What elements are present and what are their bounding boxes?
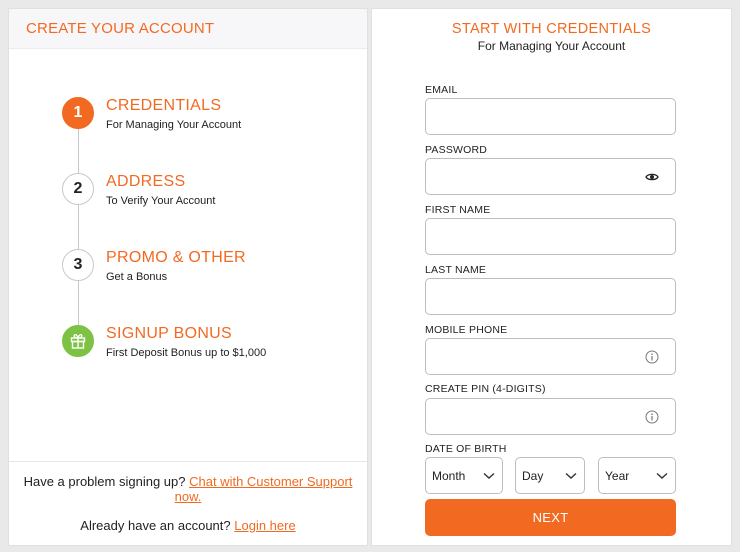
step-credentials — [62, 97, 362, 147]
first-name-input[interactable] — [426, 219, 675, 254]
dob-year-value: Year — [605, 469, 630, 483]
problem-text: Have a problem signing up? — [23, 474, 186, 489]
chat-support-link[interactable]: Chat with Customer Support now. — [174, 474, 353, 504]
first-name-field[interactable] — [425, 218, 676, 255]
email-field[interactable] — [425, 98, 676, 135]
pin-label: CREATE PIN (4-DIGITS) — [425, 383, 546, 395]
dob-day-value: Day — [522, 469, 544, 483]
email-input[interactable] — [426, 99, 675, 134]
help-footer — [9, 461, 367, 545]
dob-label: DATE OF BIRTH — [425, 443, 507, 455]
step-connector-line — [78, 117, 79, 339]
step-subtitle: For Managing Your Account — [106, 119, 242, 131]
login-text — [9, 518, 367, 533]
step-address — [62, 173, 362, 223]
first-name-label: FIRST NAME — [425, 204, 491, 216]
password-input[interactable] — [426, 159, 675, 194]
password-label: PASSWORD — [425, 144, 488, 156]
step-number-badge: 3 — [62, 249, 94, 281]
email-label: EMAIL — [425, 84, 458, 96]
dob-month-select[interactable] — [425, 457, 503, 494]
step-signup-bonus — [62, 325, 362, 375]
credentials-form — [371, 8, 732, 546]
eye-icon[interactable] — [645, 170, 659, 184]
mobile-phone-label: MOBILE PHONE — [425, 324, 508, 336]
form-title: START WITH CREDENTIALS — [451, 21, 652, 37]
step-promo — [62, 249, 362, 299]
password-field[interactable] — [425, 158, 676, 195]
pin-input[interactable] — [426, 399, 675, 434]
step-title: ADDRESS — [106, 173, 186, 190]
last-name-input[interactable] — [426, 279, 675, 314]
mobile-phone-input[interactable] — [426, 339, 675, 374]
step-list — [9, 49, 367, 461]
last-name-field[interactable] — [425, 278, 676, 315]
mobile-phone-field[interactable] — [425, 338, 676, 375]
chevron-down-icon — [656, 472, 668, 480]
step-subtitle: Get a Bonus — [106, 271, 168, 283]
step-subtitle: First Deposit Bonus up to $1,000 — [106, 347, 267, 359]
step-title: SIGNUP BONUS — [106, 325, 232, 342]
steps-panel — [8, 8, 368, 546]
info-icon[interactable] — [645, 410, 659, 424]
step-title: PROMO & OTHER — [106, 249, 246, 266]
account-text: Already have an account? — [80, 518, 231, 533]
next-button[interactable]: NEXT — [425, 499, 676, 536]
gift-icon — [62, 325, 94, 357]
chevron-down-icon — [565, 472, 577, 480]
pin-field[interactable] — [425, 398, 676, 435]
step-title: CREDENTIALS — [106, 97, 222, 114]
create-account-header: CREATE YOUR ACCOUNT — [9, 9, 367, 49]
step-number-badge: 2 — [62, 173, 94, 205]
support-text — [9, 474, 367, 504]
dob-year-select[interactable] — [598, 457, 676, 494]
chevron-down-icon — [483, 472, 495, 480]
last-name-label: LAST NAME — [425, 264, 487, 276]
step-number-badge: 1 — [62, 97, 94, 129]
login-link[interactable]: Login here — [234, 518, 296, 533]
dob-day-select[interactable] — [515, 457, 585, 494]
step-subtitle: To Verify Your Account — [106, 195, 216, 207]
info-icon[interactable] — [645, 350, 659, 364]
dob-month-value: Month — [432, 469, 466, 483]
form-subtitle: For Managing Your Account — [477, 39, 626, 53]
